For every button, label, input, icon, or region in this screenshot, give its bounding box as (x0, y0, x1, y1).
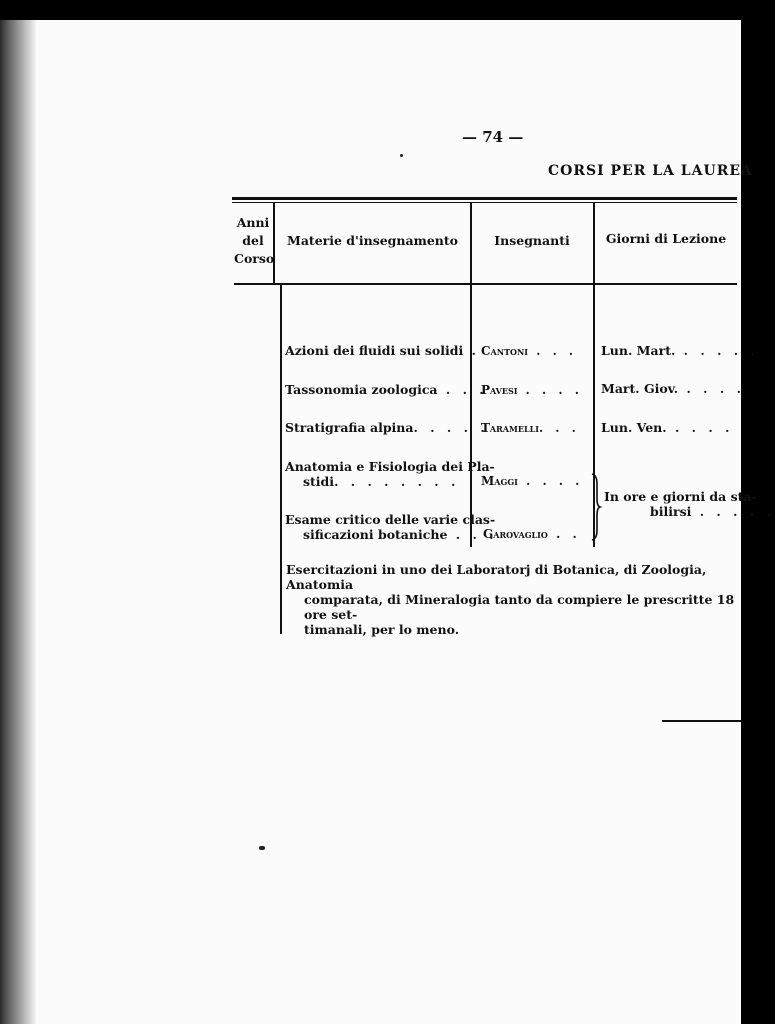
insegnante-cell: Pavesi . . . . (481, 383, 583, 397)
shared-giorni-cell: In ore e giorni da sta- bilirsi . . . . . (604, 489, 775, 519)
note-line1: Esercitazioni in uno dei Laboratorj di Botanica, di Zoologia, Anatomia (286, 562, 707, 592)
ink-rule-fragment (662, 720, 741, 722)
header-insegnanti: Insegnanti (494, 233, 570, 248)
materia-cell-line1: Anatomia e Fisiologia dei Pla- (285, 459, 495, 474)
note-line3: timanali, per lo meno. (304, 622, 460, 637)
table-top-rule (232, 197, 737, 200)
ink-speck (259, 846, 265, 850)
materia-cell-line2: sificazioni botaniche (303, 527, 448, 542)
materia-cell: Azioni dei fluidi sui solidi (285, 343, 464, 358)
ink-dot (400, 154, 403, 157)
header-anni: Anni del Corso (234, 215, 275, 266)
materia-cell-line1: Esame critico delle varie clas- (285, 512, 496, 527)
insegnante-cell: Taramelli. . . (481, 421, 580, 435)
insegnante-cell: Garovaglio . . (483, 527, 581, 541)
giorni-cell: Lun. Mart. . . . . . (601, 343, 759, 358)
curly-brace-icon (589, 472, 601, 542)
book-spine-shadow (0, 20, 36, 1024)
scan-top-border (0, 0, 741, 20)
brace-group (589, 472, 601, 542)
column-rule-1b (280, 284, 282, 634)
page-number: — 74 — (462, 128, 524, 146)
insegnante-cell: Maggi . . . . (481, 474, 584, 488)
giorni-cell: Lun. Ven. . . . . (601, 420, 734, 435)
header-bottom-rule (234, 283, 737, 285)
exercise-note (286, 562, 741, 637)
header-giorni: Giorni di Lezione (605, 231, 727, 246)
table-row: Stratigrafia alpina. . . . . (285, 420, 489, 435)
insegnante-cell: Cantoni . . . (481, 344, 578, 358)
table-row: Esame critico delle varie clas- sificazioni botaniche . . . (285, 512, 498, 542)
dot-leader: . (463, 343, 480, 358)
section-heading: CORSI PER LA LAUREA (548, 163, 753, 179)
materia-cell: Tassonomia zoologica (285, 382, 438, 397)
table-row: Tassonomia zoologica . . . (285, 382, 488, 397)
column-rule-1 (273, 202, 275, 284)
column-rule-2 (470, 202, 472, 547)
table-row: Anatomia e Fisiologia dei Pla- stidi. . . . . . . . (285, 459, 495, 489)
materia-cell-line2: stidi (303, 474, 335, 489)
header-materie: Materie d'insegnamento (286, 233, 458, 248)
note-line2: comparata, di Mineralogia tanto da compiere le prescritte 18 ore set- (304, 592, 735, 622)
giorni-cell: Mart. Giov. . . . . (601, 381, 745, 396)
table-top-rule-thin (232, 202, 737, 203)
table-row (285, 343, 480, 358)
materia-cell: Stratigrafia alpina (285, 420, 414, 435)
